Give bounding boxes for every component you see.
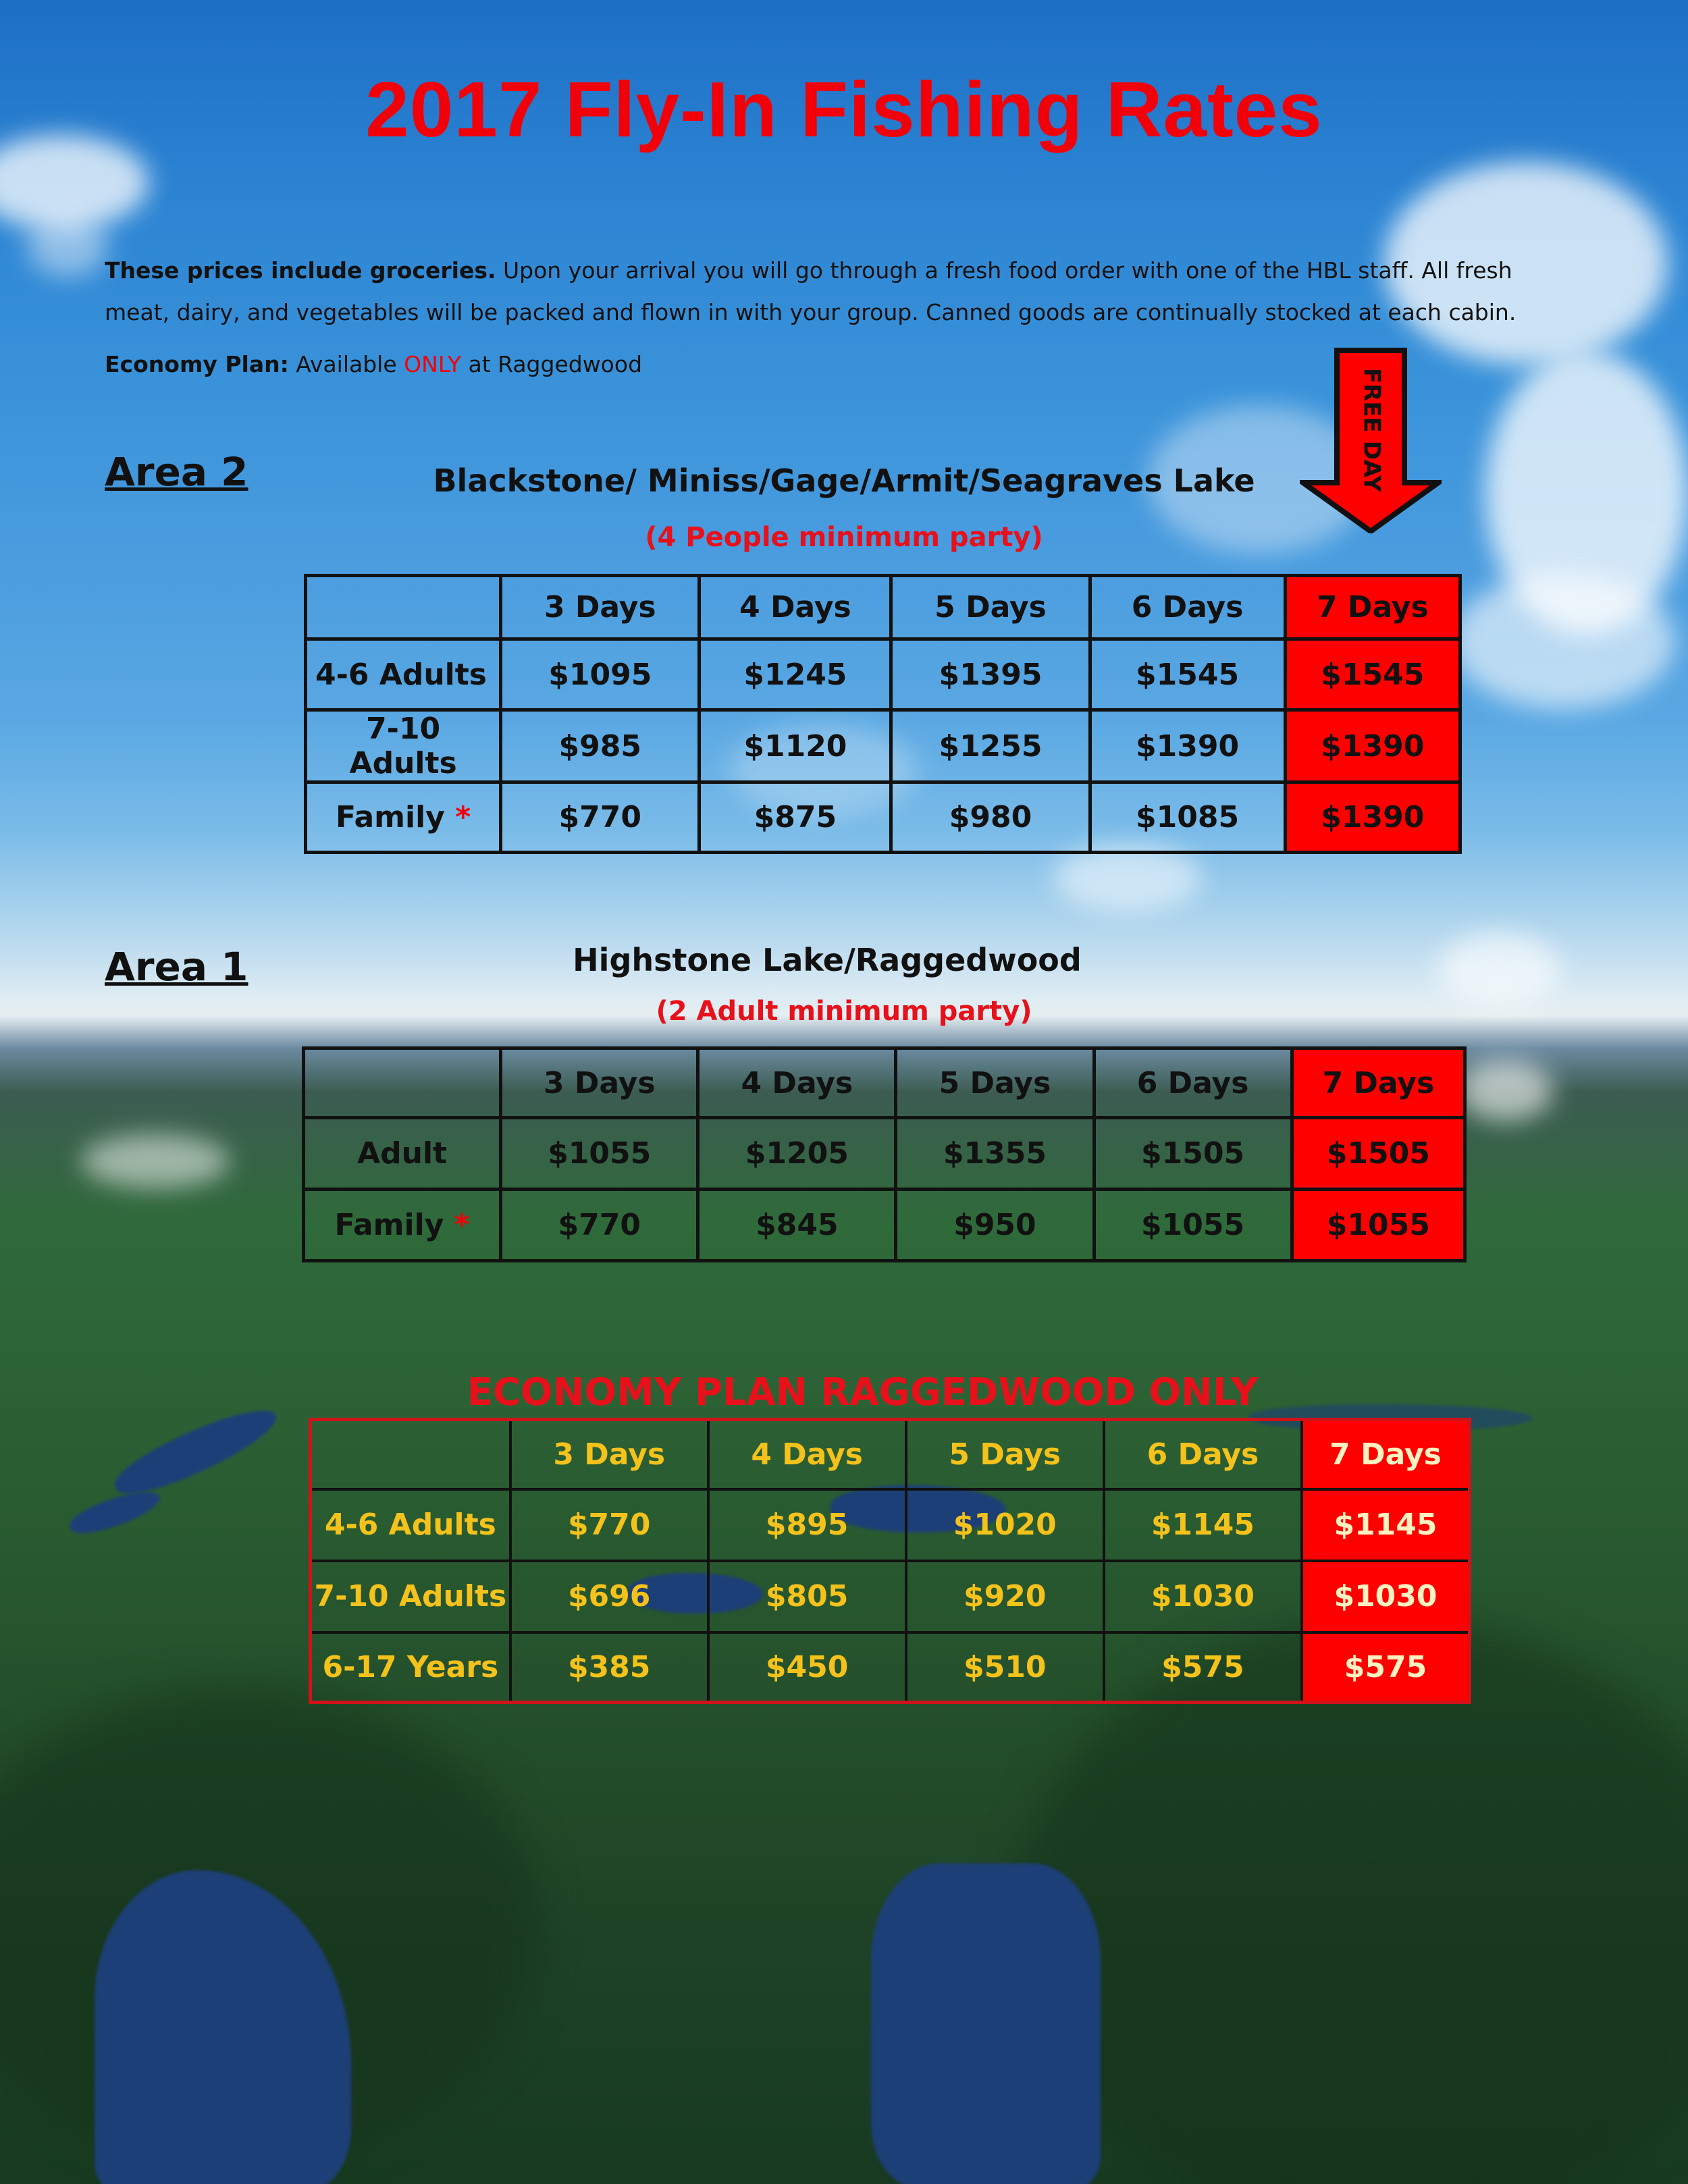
price-cell: $875	[700, 782, 891, 853]
price-cell: $1245	[700, 639, 891, 710]
price-cell: $510	[906, 1632, 1104, 1703]
row-label: 6-17 Years	[311, 1632, 510, 1703]
price-cell-free-day: $1390	[1285, 710, 1460, 782]
intro-bold-lead: These prices include groceries.	[105, 257, 496, 284]
row-label-text: Family	[334, 1208, 444, 1242]
header-cell: 3 Days	[501, 1048, 698, 1118]
price-cell: $696	[510, 1561, 708, 1632]
price-cell: $770	[501, 1190, 698, 1261]
row-label: 7-10 Adults	[306, 710, 501, 782]
price-cell: $1355	[896, 1118, 1094, 1190]
page-title: 2017 Fly-In Fishing Rates	[365, 65, 1323, 153]
table-header-row	[304, 1048, 1465, 1118]
price-cell: $770	[510, 1489, 708, 1561]
price-cell: $1505	[1094, 1118, 1292, 1190]
table-row	[304, 1118, 1465, 1190]
family-footnote-marker: *	[455, 800, 471, 834]
price-cell: $770	[501, 782, 700, 853]
price-cell: $980	[891, 782, 1090, 853]
header-cell: 3 Days	[501, 576, 700, 639]
table-row	[306, 782, 1460, 853]
price-cell-free-day: $1030	[1302, 1561, 1470, 1632]
price-cell: $1095	[501, 639, 700, 710]
header-cell: 5 Days	[896, 1048, 1094, 1118]
price-cell: $1395	[891, 639, 1090, 710]
price-cell: $1030	[1104, 1561, 1302, 1632]
price-cell-free-day: $1055	[1292, 1190, 1465, 1261]
header-cell	[304, 1048, 501, 1118]
price-cell: $575	[1104, 1632, 1302, 1703]
price-cell: $1255	[891, 710, 1090, 782]
price-cell-free-day: $1545	[1285, 639, 1460, 710]
table-header-row	[306, 576, 1460, 639]
price-cell: $1205	[698, 1118, 896, 1190]
row-label: 7-10 Adults	[311, 1561, 510, 1632]
header-cell: 4 Days	[700, 576, 891, 639]
area-2-minimum: (4 People minimum party)	[645, 522, 1043, 553]
area-1-rates-table	[302, 1046, 1467, 1262]
header-cell: 6 Days	[1094, 1048, 1292, 1118]
header-cell-free-day: 7 Days	[1302, 1420, 1470, 1489]
row-label-family	[306, 782, 501, 853]
economy-note-pre: Available	[288, 351, 404, 377]
intro-body: Upon your arrival you will go through a fresh food order with one of the HBL staff. All fresh meat, dairy, and vegetables will be packed and flown in with your group. Canned goods are continually stocked at each cabin.	[105, 257, 1516, 325]
area-1-minimum: (2 Adult minimum party)	[656, 996, 1032, 1027]
header-cell: 6 Days	[1090, 576, 1285, 639]
table-row	[311, 1632, 1470, 1703]
area-1-lakes: Highstone Lake/Raggedwood	[573, 942, 1082, 978]
economy-plan-title: ECONOMY PLAN RAGGEDWOOD ONLY	[467, 1370, 1259, 1414]
price-cell-free-day: $1145	[1302, 1489, 1470, 1561]
price-cell: $1545	[1090, 639, 1285, 710]
row-label-text: Family	[336, 800, 445, 834]
price-cell: $1055	[501, 1118, 698, 1190]
economy-plan-note	[105, 351, 642, 377]
price-cell-free-day: $575	[1302, 1632, 1470, 1703]
price-cell: $950	[896, 1190, 1094, 1261]
header-cell: 6 Days	[1104, 1420, 1302, 1489]
price-cell: $895	[708, 1489, 906, 1561]
price-cell: $845	[698, 1190, 896, 1261]
price-cell: $805	[708, 1561, 906, 1632]
header-cell: 4 Days	[698, 1048, 896, 1118]
family-footnote-marker: *	[454, 1208, 470, 1242]
price-cell: $920	[906, 1561, 1104, 1632]
economy-note-only: ONLY	[404, 351, 461, 377]
header-cell-free-day: 7 Days	[1292, 1048, 1465, 1118]
area-2-rates-table	[304, 574, 1462, 854]
area-1-label: Area 1	[105, 944, 248, 990]
price-cell: $985	[501, 710, 700, 782]
table-row	[304, 1190, 1465, 1261]
economy-rates-table	[309, 1418, 1471, 1704]
price-cell: $1120	[700, 710, 891, 782]
header-cell: 5 Days	[906, 1420, 1104, 1489]
free-day-label: FREE DAY	[1358, 368, 1386, 492]
header-cell: 3 Days	[510, 1420, 708, 1489]
price-cell: $1020	[906, 1489, 1104, 1561]
table-row	[306, 710, 1460, 782]
area-2-lakes: Blackstone/ Miniss/Gage/Armit/Seagraves Lake	[433, 462, 1255, 499]
price-cell: $1390	[1090, 710, 1285, 782]
table-header-row	[311, 1420, 1470, 1489]
header-cell	[306, 576, 501, 639]
price-cell-free-day: $1505	[1292, 1118, 1465, 1190]
row-label: 4-6 Adults	[311, 1489, 510, 1561]
row-label-family	[304, 1190, 501, 1261]
intro-paragraph	[105, 250, 1529, 334]
header-cell: 4 Days	[708, 1420, 906, 1489]
economy-plan-label: Economy Plan:	[105, 351, 289, 377]
price-cell-free-day: $1390	[1285, 782, 1460, 853]
row-label: 4-6 Adults	[306, 639, 501, 710]
header-cell-free-day: 7 Days	[1285, 576, 1460, 639]
area-2-label: Area 2	[105, 449, 248, 495]
price-cell: $1145	[1104, 1489, 1302, 1561]
price-cell: $450	[708, 1632, 906, 1703]
table-row	[311, 1561, 1470, 1632]
table-row	[306, 639, 1460, 710]
price-cell: $385	[510, 1632, 708, 1703]
price-cell: $1055	[1094, 1190, 1292, 1261]
price-cell: $1085	[1090, 782, 1285, 853]
table-row	[311, 1489, 1470, 1561]
row-label: Adult	[304, 1118, 501, 1190]
economy-note-post: at Raggedwood	[460, 351, 643, 377]
header-cell: 5 Days	[891, 576, 1090, 639]
free-day-arrow-icon	[1300, 348, 1442, 533]
header-cell	[311, 1420, 510, 1489]
